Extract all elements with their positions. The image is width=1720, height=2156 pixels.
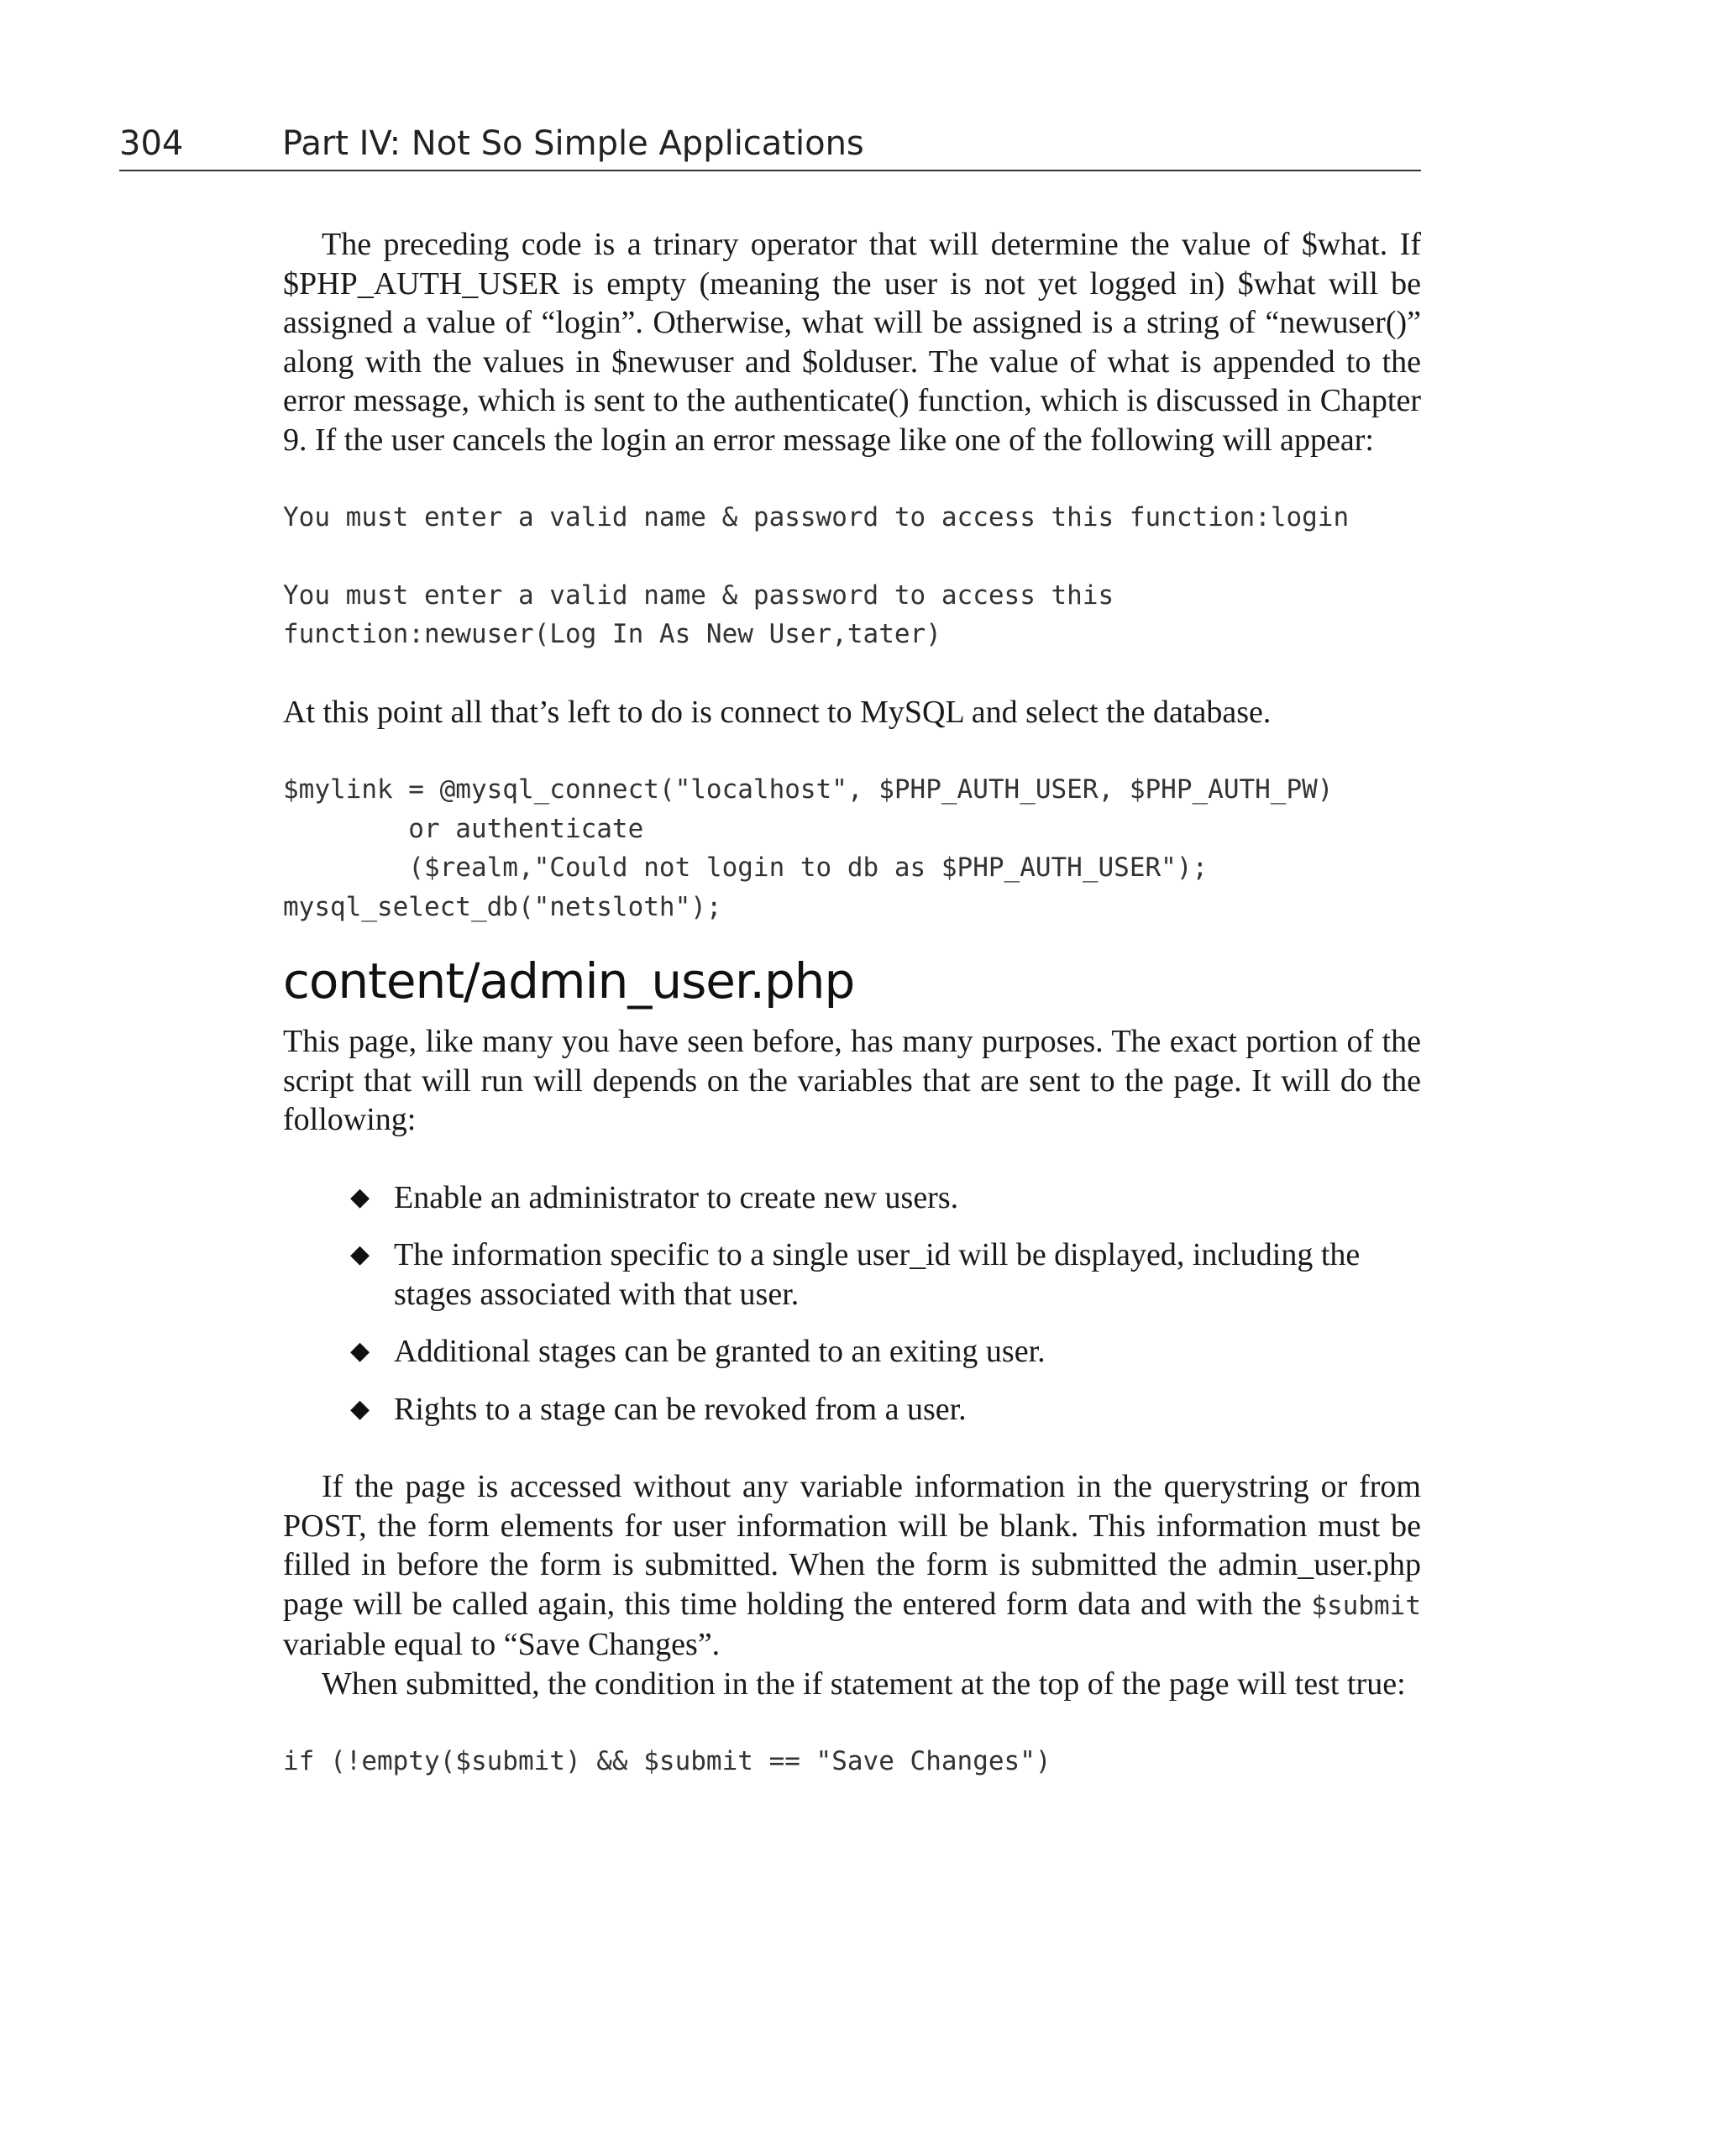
page-header	[119, 118, 1421, 171]
bullet-diamond-icon: ◆	[350, 1394, 370, 1423]
list-item	[283, 1178, 1421, 1218]
bullet-list	[283, 1178, 1421, 1429]
paragraph-when-submitted: When submitted, the condition in the if statement at the top of the page will test true:	[322, 1666, 1406, 1702]
paragraph-page-purposes: This page, like many you have seen before, has many purposes. The exact portion of the script that will run will depends on the variables that are sent to the page. It will do the following:	[283, 1024, 1421, 1137]
list-item	[283, 1390, 1421, 1429]
paragraph-connect-mysql: At this point all that’s left to do is connect to MySQL and select the database.	[283, 694, 1272, 730]
running-title: Part IV: Not So Simple Applications	[282, 124, 864, 163]
bullet-diamond-icon: ◆	[350, 1241, 370, 1268]
page-number: 304	[119, 124, 184, 163]
paragraph-text: If the page is accessed without any variable information in the querystring or from POST, the form elements for user information will be blank. This information must be filled in before the form is submitted. When the form is submitted the admin_user.php page will be called again, this time holding the entered form data and with the	[283, 1469, 1421, 1622]
paragraph-trinary-operator: The preceding code is a trinary operator that will determine the value of $what. If $PHP_AUTH_USER is empty (meaning the user is not yet logged in) $what will be assigned a value of “login”. Otherwise, what will be assigned is a string of “newuser()” along with the values in $newuser and $olduser. The value of what is appended to the error message, which is sent to the authenticate() function, which is discussed in Chapter 9. If the user cancels the login an error message like one of the following will appear:	[283, 227, 1421, 458]
code-error-newuser: You must enter a valid name & password to access this function:newuser(Log In As New User,tater)	[283, 580, 1114, 649]
bullet-diamond-icon: ◆	[350, 1337, 370, 1365]
list-item	[283, 1235, 1421, 1314]
bullet-diamond-icon: ◆	[350, 1183, 370, 1211]
paragraph-blank-form	[283, 1467, 1421, 1665]
list-item-text: Enable an administrator to create new users.	[394, 1179, 959, 1215]
code-if-statement: if (!empty($submit) && $submit == "Save Changes")	[283, 1746, 1051, 1776]
inline-code-submit: $submit	[1311, 1590, 1421, 1621]
paragraph-text: variable equal to “Save Changes”.	[283, 1627, 721, 1662]
list-item-text: Rights to a stage can be revoked from a user.	[394, 1391, 967, 1427]
code-mysql-connect: $mylink = @mysql_connect("localhost", $PHP_AUTH_USER, $PHP_AUTH_PW) or authenticate ($realm,"Could not login to db as $PHP_AUTH_USER"); mysql_select_db("netsloth");	[283, 774, 1334, 922]
page-body	[283, 225, 1421, 1781]
code-error-login: You must enter a valid name & password to access this function:login	[283, 502, 1350, 532]
section-heading: content/admin_user.php	[283, 952, 855, 1010]
list-item-text: Additional stages can be granted to an exiting user.	[394, 1334, 1046, 1369]
list-item	[283, 1332, 1421, 1372]
list-item-text: The information specific to a single user_id will be displayed, including the stages associated with that user.	[394, 1237, 1361, 1312]
